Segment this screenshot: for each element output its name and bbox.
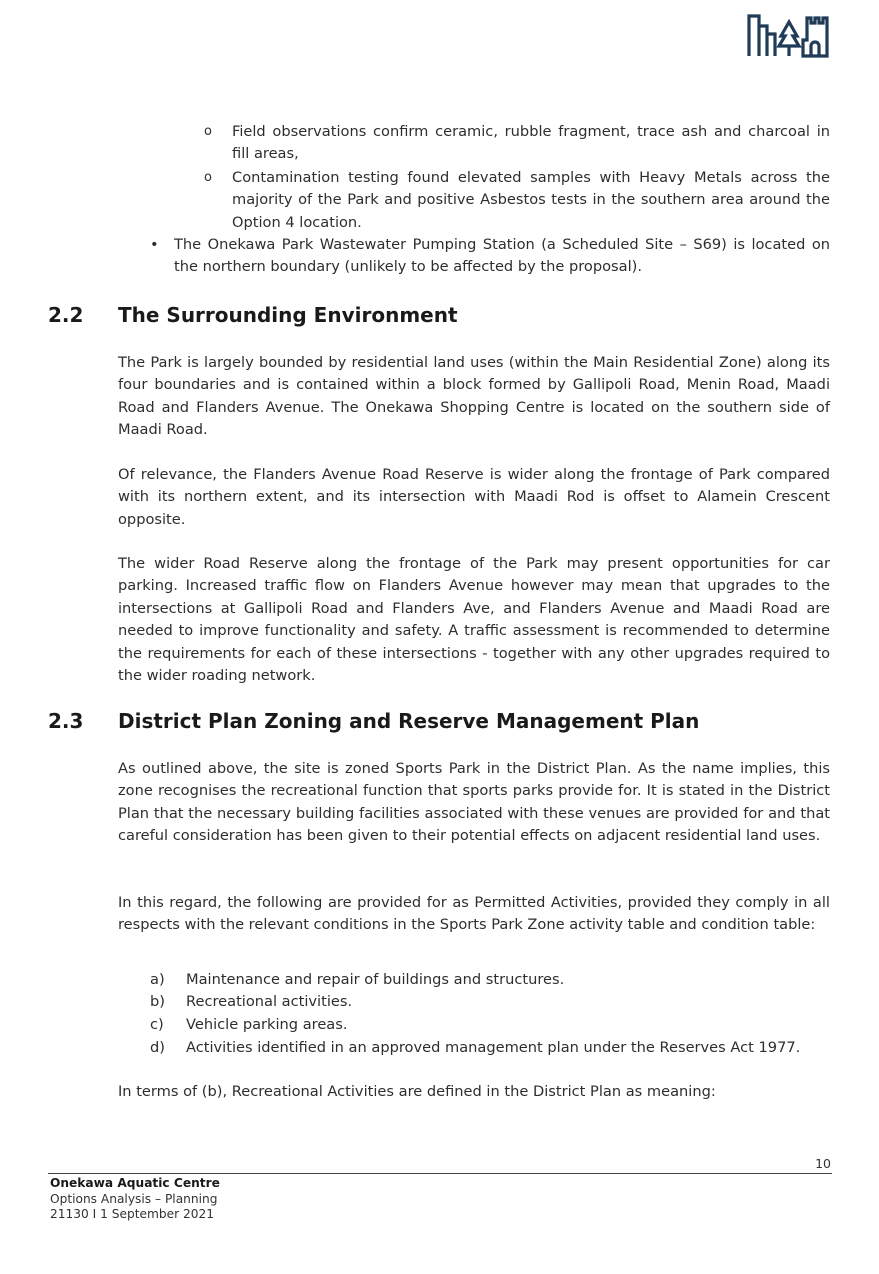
footer-divider [48,1173,832,1174]
sub-bullet-text: Field observations confirm ceramic, rubble fragment, trace ash and charcoal in fill areas, [232,123,830,163]
list-item [150,1037,830,1060]
paragraph: As outlined above, the site is zoned Sports Park in the District Plan. As the name implies, this zone recognises the recreational function that sports parks provide for. It is stated in the District Plan that the necessary building facilities associated with these venues are provided for and that careful consideration has been given to their potential effects on adjacent residential land uses. [118,760,830,845]
list-item [150,1014,830,1037]
list-text: Recreational activities. [186,993,353,1010]
page-number: 10 [815,1156,831,1171]
section-number: 2.2 [48,303,84,327]
bullet-icon: • [150,236,159,253]
footer-project: Onekawa Aquatic Centre [50,1176,220,1190]
section-heading-2-2 [48,302,458,328]
list-text: Maintenance and repair of buildings and structures. [186,971,565,988]
list-text: Vehicle parking areas. [186,1016,348,1033]
sub-bullet-icon: o [204,124,212,139]
bullet-text: The Onekawa Park Wastewater Pumping Station (a Scheduled Site – S69) is located on the northern boundary (unlikely to be affected by the proposal). [174,236,830,276]
footer-reference: 21130 I 1 September 2021 [50,1207,214,1221]
list-item [200,121,830,166]
firm-logo [745,10,831,60]
paragraph: The wider Road Reserve along the frontage of the Park may present opportunities for car parking. Increased traffic flow on Flanders Avenue however may mean that upgrades to the intersections at Gallipoli Road and Flanders Ave, and Flanders Avenue and Maadi Road are needed to improve functionality and safety. A traffic assessment is recommended to determine the requirements for each of these intersections - together with any other upgrades required to the wider roading network. [118,555,830,685]
section-number: 2.3 [48,709,84,733]
list-item [150,969,830,992]
paragraph: The Park is largely bounded by residential land uses (within the Main Residential Zone) along its four boundaries and is contained within a block formed by Gallipoli Road, Menin Road, Maadi Road and Flanders Avenue. The Onekawa Shopping Centre is located on the southern side of Maadi Road. [118,354,830,439]
section-title: The Surrounding Environment [118,303,458,327]
list-label: d) [150,1039,165,1056]
list-item [148,234,830,279]
list-label: c) [150,1016,164,1033]
list-item [200,167,830,234]
footer-subtitle: Options Analysis – Planning [50,1191,218,1206]
list-item [150,991,830,1014]
sub-bullet-text: Contamination testing found elevated samples with Heavy Metals across the majority of the Park and positive Asbestos tests in the southern area around the Option 4 location. [232,169,830,231]
list-text: Activities identified in an approved management plan under the Reserves Act 1977. [186,1039,801,1056]
list-label: a) [150,971,165,988]
sub-bullet-icon: o [204,170,212,185]
paragraph: In this regard, the following are provided for as Permitted Activities, provided they comply in all respects with the relevant conditions in the Sports Park Zone activity table and condition table: [118,894,830,934]
list-label: b) [150,993,165,1010]
section-title: District Plan Zoning and Reserve Management Plan [118,709,700,733]
footer [50,1176,220,1223]
section-heading-2-3 [48,708,699,734]
logo-mark-icon [745,10,831,60]
paragraph: In terms of (b), Recreational Activities are defined in the District Plan as meaning: [118,1083,716,1100]
paragraph: Of relevance, the Flanders Avenue Road Reserve is wider along the frontage of Park compared with its northern extent, and its intersection with Maadi Rod is offset to Alamein Crescent opposite. [118,466,830,528]
